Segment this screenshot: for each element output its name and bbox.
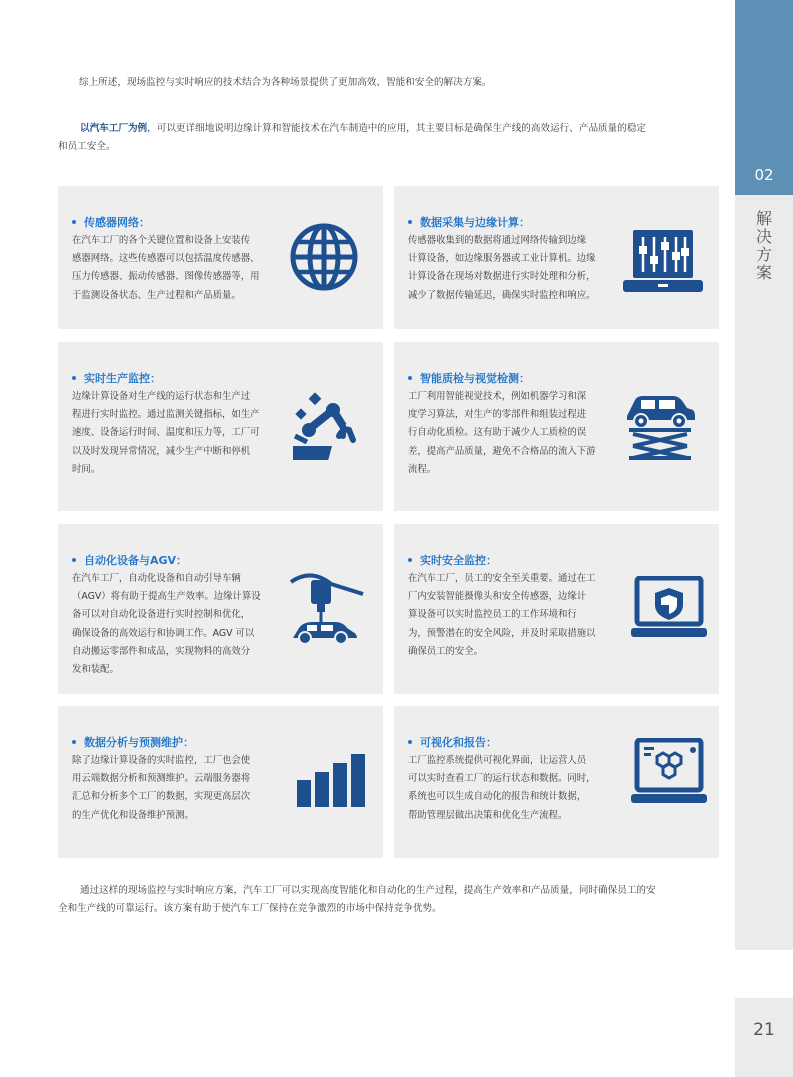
solution-card	[58, 706, 383, 858]
card-body-line: 可以实时查看工厂的运行状态和数据。同时，	[408, 773, 596, 785]
section-title-char: 决	[755, 227, 772, 246]
card-body-line: 在汽车工厂的各个关键位置和设备上安装传	[72, 235, 251, 246]
solution-card	[58, 186, 383, 329]
card-body-line: 工厂利用智能视觉技术，例如机器学习和深	[408, 391, 587, 402]
card-body-line: 自动搬运零部件和成品，实现物料的高效分	[72, 645, 251, 657]
card-title-text: 传感器网络：	[84, 216, 150, 229]
card-body-line: 边缘计算设备对生产线的运行状态和生产过	[72, 391, 251, 402]
card-title	[408, 734, 497, 750]
card-body-line: 计算设备，如边缘服务器或工业计算机。边缘	[408, 253, 596, 265]
card-body-line: 发和装配。	[72, 664, 119, 676]
example-paragraph	[58, 120, 728, 156]
card-body-line: 时间。	[72, 463, 101, 475]
card-body-line: 计算设备在现场对数据进行实时处理和分析，	[408, 271, 596, 283]
card-body-line: 在汽车工厂，自动化设备和自动引导车辆	[72, 573, 241, 584]
example-line-2: 和员工安全。	[58, 141, 116, 152]
laptop-sliders-icon	[621, 228, 705, 300]
card-title	[408, 370, 530, 386]
card-body-line: 感器网络。这些传感器可以包括温度传感器、	[72, 253, 260, 265]
card-title	[408, 552, 497, 568]
bullet-dot-icon	[72, 376, 76, 380]
card-body-line: 帮助管理层做出决策和优化生产流程。	[408, 809, 568, 821]
card-body-line: 速度、设备运行时间、温度和压力等，工厂可	[72, 427, 260, 439]
globe-icon	[289, 222, 359, 296]
card-body-line: 传感器收集到的数据将通过网络传输到边缘	[408, 235, 587, 246]
sidebar-panel	[735, 195, 793, 950]
card-body	[72, 232, 284, 305]
card-body-line: 于监测设备状态、生产过程和产品质量。	[72, 289, 241, 301]
laptop-hexagons-icon	[629, 738, 709, 810]
card-body-line: 确保员工的安全。	[408, 645, 484, 657]
card-body-line: 度学习算法，对生产的零部件和组装过程进	[408, 409, 587, 421]
card-body-line: 系统也可以生成自动化的报告和统计数据，	[408, 791, 587, 803]
section-title-vertical	[735, 210, 793, 282]
example-line-1: ，可以更详细地说明边缘计算和智能技术在汽车制造中的应用，其主要目标是确保生产线的高效运行、产品质量的稳定	[147, 123, 647, 134]
card-body-line: 行自动化质检。这有助于减少人工质检的误	[408, 427, 587, 439]
card-body-line: （AGV）将有助于提高生产效率。边缘计算设	[72, 591, 261, 603]
card-body	[72, 752, 284, 825]
section-title-char: 案	[755, 263, 772, 282]
card-body-line: 确保设备的高效运行和协调工作。AGV 可以	[72, 627, 255, 639]
robot-arm-icon	[293, 390, 361, 466]
card-title	[408, 214, 530, 230]
bullet-dot-icon	[408, 376, 412, 380]
card-body-line: 差，提高产品质量，避免不合格品的流入下游	[408, 445, 596, 457]
card-body-line: 算设备可以实时监控员工的工作环境和行	[408, 609, 577, 621]
card-body-line: 的生产优化和设备维护预测。	[72, 809, 194, 821]
intro-paragraph: 综上所述，现场监控与实时响应的技术结合为各种场景提供了更加高效、智能和安全的解决方案。	[79, 77, 492, 88]
card-title	[72, 734, 194, 750]
example-highlight: 以汽车工厂为例	[80, 123, 148, 134]
section-number: 02	[735, 155, 793, 195]
conclusion-paragraph	[58, 882, 728, 918]
page-number: 21	[753, 1020, 775, 1040]
card-body	[408, 570, 620, 661]
bullet-dot-icon	[72, 558, 76, 562]
card-title-text: 数据采集与边缘计算：	[420, 216, 530, 229]
card-body-line: 程进行实时监控。通过监测关键指标，如生产	[72, 409, 260, 421]
sidebar-accent-block	[735, 0, 793, 155]
solution-card	[394, 342, 719, 511]
card-body	[408, 388, 620, 479]
card-body-line: 用云端数据分析和预测维护。云端服务器将	[72, 773, 251, 785]
card-body-line: 厂内安装智能摄像头和安全传感器，边缘计	[408, 591, 587, 603]
card-title-text: 智能质检与视觉检测：	[420, 372, 530, 385]
card-body-line: 减少了数据传输延迟，确保实时监控和响应。	[408, 289, 596, 301]
card-body-line: 备可以对自动化设备进行实时控制和优化，	[72, 609, 251, 621]
card-title-text: 数据分析与预测维护：	[84, 736, 194, 749]
card-body-line: 除了边缘计算设备的实时监控，工厂也会使	[72, 755, 251, 766]
conclusion-line-1: 通过这样的现场监控与实时响应方案，汽车工厂可以实现高度智能化和自动化的生产过程，提高生产效率和产品质量，同时确保员工的安	[80, 885, 656, 896]
card-body-line: 以及时发现异常情况，减少生产中断和停机	[72, 445, 251, 457]
conclusion-line-2: 全和生产线的可靠运行。该方案有助于使汽车工厂保持在竞争激烈的市场中保持竞争优势。	[58, 903, 442, 914]
bullet-dot-icon	[408, 558, 412, 562]
solution-card	[394, 524, 719, 694]
bullet-dot-icon	[72, 740, 76, 744]
card-body	[408, 752, 620, 825]
card-title-text: 实时生产监控：	[84, 372, 161, 385]
card-body	[408, 232, 620, 305]
card-body	[72, 570, 284, 679]
car-lift-icon	[621, 386, 697, 464]
card-body-line: 工厂监控系统提供可视化界面，让运营人员	[408, 755, 587, 766]
card-body	[72, 388, 284, 479]
car-assembly-icon	[287, 570, 367, 650]
bar-chart-icon	[295, 752, 365, 812]
bullet-dot-icon	[408, 740, 412, 744]
card-title-text: 可视化和报告：	[420, 736, 497, 749]
section-title-char: 解	[755, 209, 772, 228]
solution-card	[58, 524, 383, 694]
bullet-dot-icon	[72, 220, 76, 224]
card-body-line: 在汽车工厂，员工的安全至关重要。通过在工	[408, 573, 596, 584]
solution-card	[58, 342, 383, 511]
card-title	[72, 370, 161, 386]
card-title-text: 自动化设备与AGV：	[84, 554, 188, 567]
card-body-line: 流程。	[408, 463, 437, 475]
card-body-line: 为，预警潜在的安全风险，并及时采取措施以	[408, 627, 596, 639]
card-title	[72, 552, 187, 568]
card-title-text: 实时安全监控：	[420, 554, 497, 567]
card-title	[72, 214, 150, 230]
card-body-line: 汇总和分析多个工厂的数据，实现更高层次	[72, 791, 251, 803]
laptop-shield-icon	[629, 576, 709, 644]
bullet-dot-icon	[408, 220, 412, 224]
solution-card	[394, 706, 719, 858]
solution-card	[394, 186, 719, 329]
card-body-line: 压力传感器、振动传感器、图像传感器等，用	[72, 271, 260, 283]
section-title-char: 方	[755, 245, 772, 264]
